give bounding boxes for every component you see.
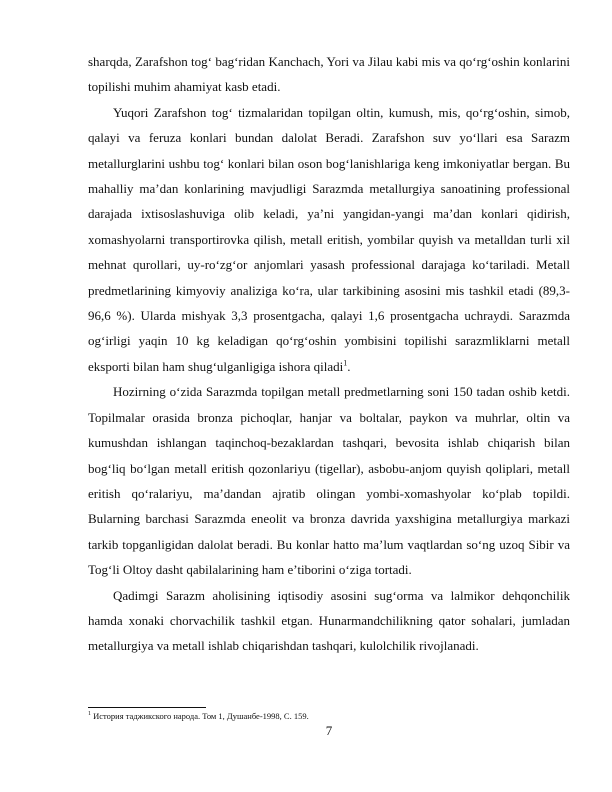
paragraph-2: [88, 100, 570, 379]
paragraph-2-end: .: [347, 358, 351, 374]
footnote-text: История таджикского народа. Том 1, Душанбе-1998, С. 159.: [93, 711, 309, 721]
paragraph-1: sharqda, Zarafshon tog‘ bag‘ridan Kanchach, Yori va Jilau kabi mis va qo‘rg‘oshin konlarini topilishi muhim ahamiyat kasb etadi.: [88, 54, 570, 95]
footnote-number: 1: [88, 711, 91, 718]
body-text: [88, 49, 570, 659]
page-number: 7: [325, 723, 333, 738]
footnote-reference[interactable]: 1: [343, 358, 348, 368]
paragraph-3: Hozirning o‘zida Sarazmda topilgan metall predmetlarning soni 150 tadan oshib ketdi. Topilmalar orasida bronza pichoqlar, hanjar va boltalar, paykon va muhrlar, oltin va kumushdan ishlangan taqinchoq-bezaklardan tashqari, bevosita ishlab chiqarish bilan bog‘liq bo‘lgan metall eritish qozonlariyu (tigellar), asbobu-anjom quyish qoliplari, metall eritish qo‘ralariyu, ma’dandan ajratib olingan yombi-xomashyolar ko‘plab topildi. Bularning barchasi Sarazmda eneolit va bronza davrida yaxshigina metallurgiya markazi tarkib topganligidan dalolat beradi. Bu konlar hatto ma’lum vaqtlardan so‘ng uzoq Sibir va Tog‘li Oltoy dasht qabilalarining ham e’tiborini o‘ziga tortadi.: [88, 384, 570, 578]
footnote: [88, 711, 570, 722]
footnote-divider: [88, 707, 206, 708]
paragraph-4: Qadimgi Sarazm aholisining iqtisodiy asosini sug‘orma va lalmikor dehqonchilik hamda xonaki chorvachilik tashkil etgan. Hunarmandchilikning qator sohalari, jumladan metallurgiya va metall ishlab chiqarishdan tashqari, kulolchilik rivojlanadi.: [88, 587, 570, 654]
paragraph-2-text: Yuqori Zarafshon tog‘ tizmalaridan topilgan oltin, kumush, mis, qo‘rg‘oshin, simob, qalayi va feruza konlari bundan dalolat Beradi. Zarafshon suv yo‘llari esa Sarazm metallurglarini ushbu tog‘ konlari bilan oson bog‘lanishlariga keng imkoniyatlar bergan. Bu mahalliy ma’dan konlarining mavjudligi Sarazmda metallurgiya sanoatining professional darajada ixtisoslashuviga olib keladi, ya’ni yangidan-yangi ma’dan konlari qidirish, xomashyolarni transportirovka qilish, metall eritish, yombilar quyish va metalldan turli xil mehnat qurollari, uy-ro‘zg‘or anjomlari yasash professional darajaga ko‘tariladi. Metall predmetlarining kimyoviy analiziga ko‘ra, ular tarkibining asosini mis tashkil etadi (89,3-96,6 %). Ularda mishyak 3,3 prosentgacha, qalayi 1,6 prosentgacha uchraydi. Sarazmda og‘irligi yaqin 10 kg keladigan qo‘rg‘oshin yombisini topilishi sarazmliklarni metall eksporti bilan ham shug‘ulganligiga ishora qiladi: [88, 104, 570, 374]
